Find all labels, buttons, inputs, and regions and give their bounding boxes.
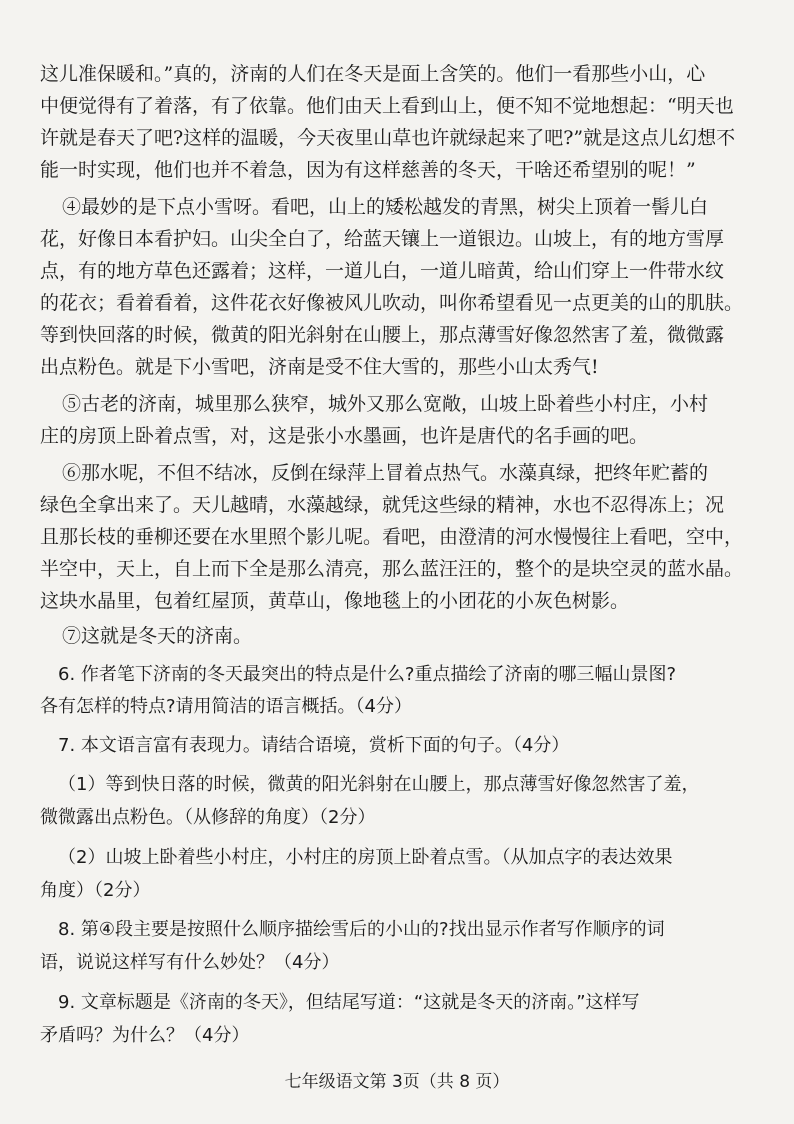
passage-line: 且那长枝的垂柳还要在水里照个影儿呢。看吧，由澄清的河水慢慢往上看吧，空中，	[40, 526, 744, 548]
question-8: 8. 第④段主要是按照什么顺序描绘雪后的小山的?找出显示作者写作顺序的词	[58, 919, 665, 940]
passage-line: 许就是春天了吧?这样的温暖，今天夜里山草也许就绿起来了吧?”就是这点儿幻想不	[40, 127, 736, 149]
passage-line: 这块水晶里，包着红屋顶，黄草山，像地毯上的小团花的小灰色树影。	[40, 590, 630, 612]
paragraph-5-start: ⑤古老的济南，城里那么狭窄，城外又那么宽敞，山坡上卧着些小村庄，小村	[62, 393, 709, 415]
passage-line: 点，有的地方草色还露着；这样，一道儿白，一道儿暗黄，给山们穿上一件带水纹	[40, 260, 725, 282]
passage-line: 能一时实现，他们也并不着急，因为有这样慈善的冬天，干啥还希望别的呢！”	[40, 159, 696, 181]
question-6-cont: 各有怎样的特点?请用简洁的语言概括。（4分）	[40, 696, 413, 717]
passage-line: 等到快回落的时候，微黄的阳光斜射在山腰上，那点薄雪好像忽然害了羞，微微露	[40, 324, 725, 346]
question-8-cont: 语，说说这样写有什么妙处？（4分）	[40, 952, 340, 973]
question-7: 7. 本文语言富有表现力。请结合语境，赏析下面的句子。（4分）	[58, 735, 570, 756]
paragraph-7: ⑦这就是冬天的济南。	[62, 625, 253, 647]
question-6: 6. 作者笔下济南的冬天最突出的特点是什么?重点描绘了济南的哪三幅山景图?	[58, 664, 676, 685]
passage-line: 庄的房顶上卧着点雪，对，这是张小水墨画，也许是唐代的名手画的吧。	[40, 425, 649, 447]
question-9: 9. 文章标题是《济南的冬天》，但结尾写道：“这就是冬天的济南。”这样写	[58, 992, 640, 1013]
question-7-1: （1）等到快日落的时候，微黄的阳光斜射在山腰上，那点薄雪好像忽然害了羞，	[58, 774, 700, 795]
passage-line: 这儿准保暖和。”真的，济南的人们在冬天是面上含笑的。他们一看那些小山，心	[40, 63, 706, 85]
passage-line: 出点粉色。就是下小雪吧，济南是受不住大雪的，那些小山太秀气!	[40, 356, 599, 378]
page-footer: 七年级语文第 3页（共 8 页）	[284, 1072, 510, 1092]
question-7-1-cont: 微微露出点粉色。（从修辞的角度）（2分）	[40, 807, 376, 828]
question-7-2-cont: 角度）（2分）	[40, 880, 151, 901]
passage-line: 的花衣；看着看着，这件花衣好像被风儿吹动，叫你希望看见一点更美的山的肌肤。	[40, 292, 744, 314]
passage-line: 半空中，天上，自上而下全是那么清亮，那么蓝汪汪的，整个的是块空灵的蓝水晶。	[40, 558, 744, 580]
paragraph-4-start: ④最妙的是下点小雪呀。看吧，山上的矮松越发的青黑，树尖上顶着一髻儿白	[62, 196, 709, 218]
question-7-2: （2）山坡上卧着些小村庄，小村庄的房顶上卧着点雪。（从加点字的表达效果	[58, 847, 673, 868]
passage-line: 绿色全拿出来了。天儿越晴，水藻越绿，就凭这些绿的精神，水也不忍得冻上；况	[40, 494, 725, 516]
paragraph-6-start: ⑥那水呢，不但不结冰，反倒在绿萍上冒着点热气。水藻真绿，把终年贮蓄的	[62, 462, 709, 484]
passage-line: 中便觉得有了着落，有了依靠。他们由天上看到山上，便不知不觉地想起：“明天也	[40, 95, 734, 117]
question-9-cont: 矛盾吗？为什么？（4分）	[40, 1025, 250, 1046]
passage-line: 花，好像日本看护妇。山尖全白了，给蓝天镶上一道银边。山坡上，有的地方雪厚	[40, 228, 725, 250]
